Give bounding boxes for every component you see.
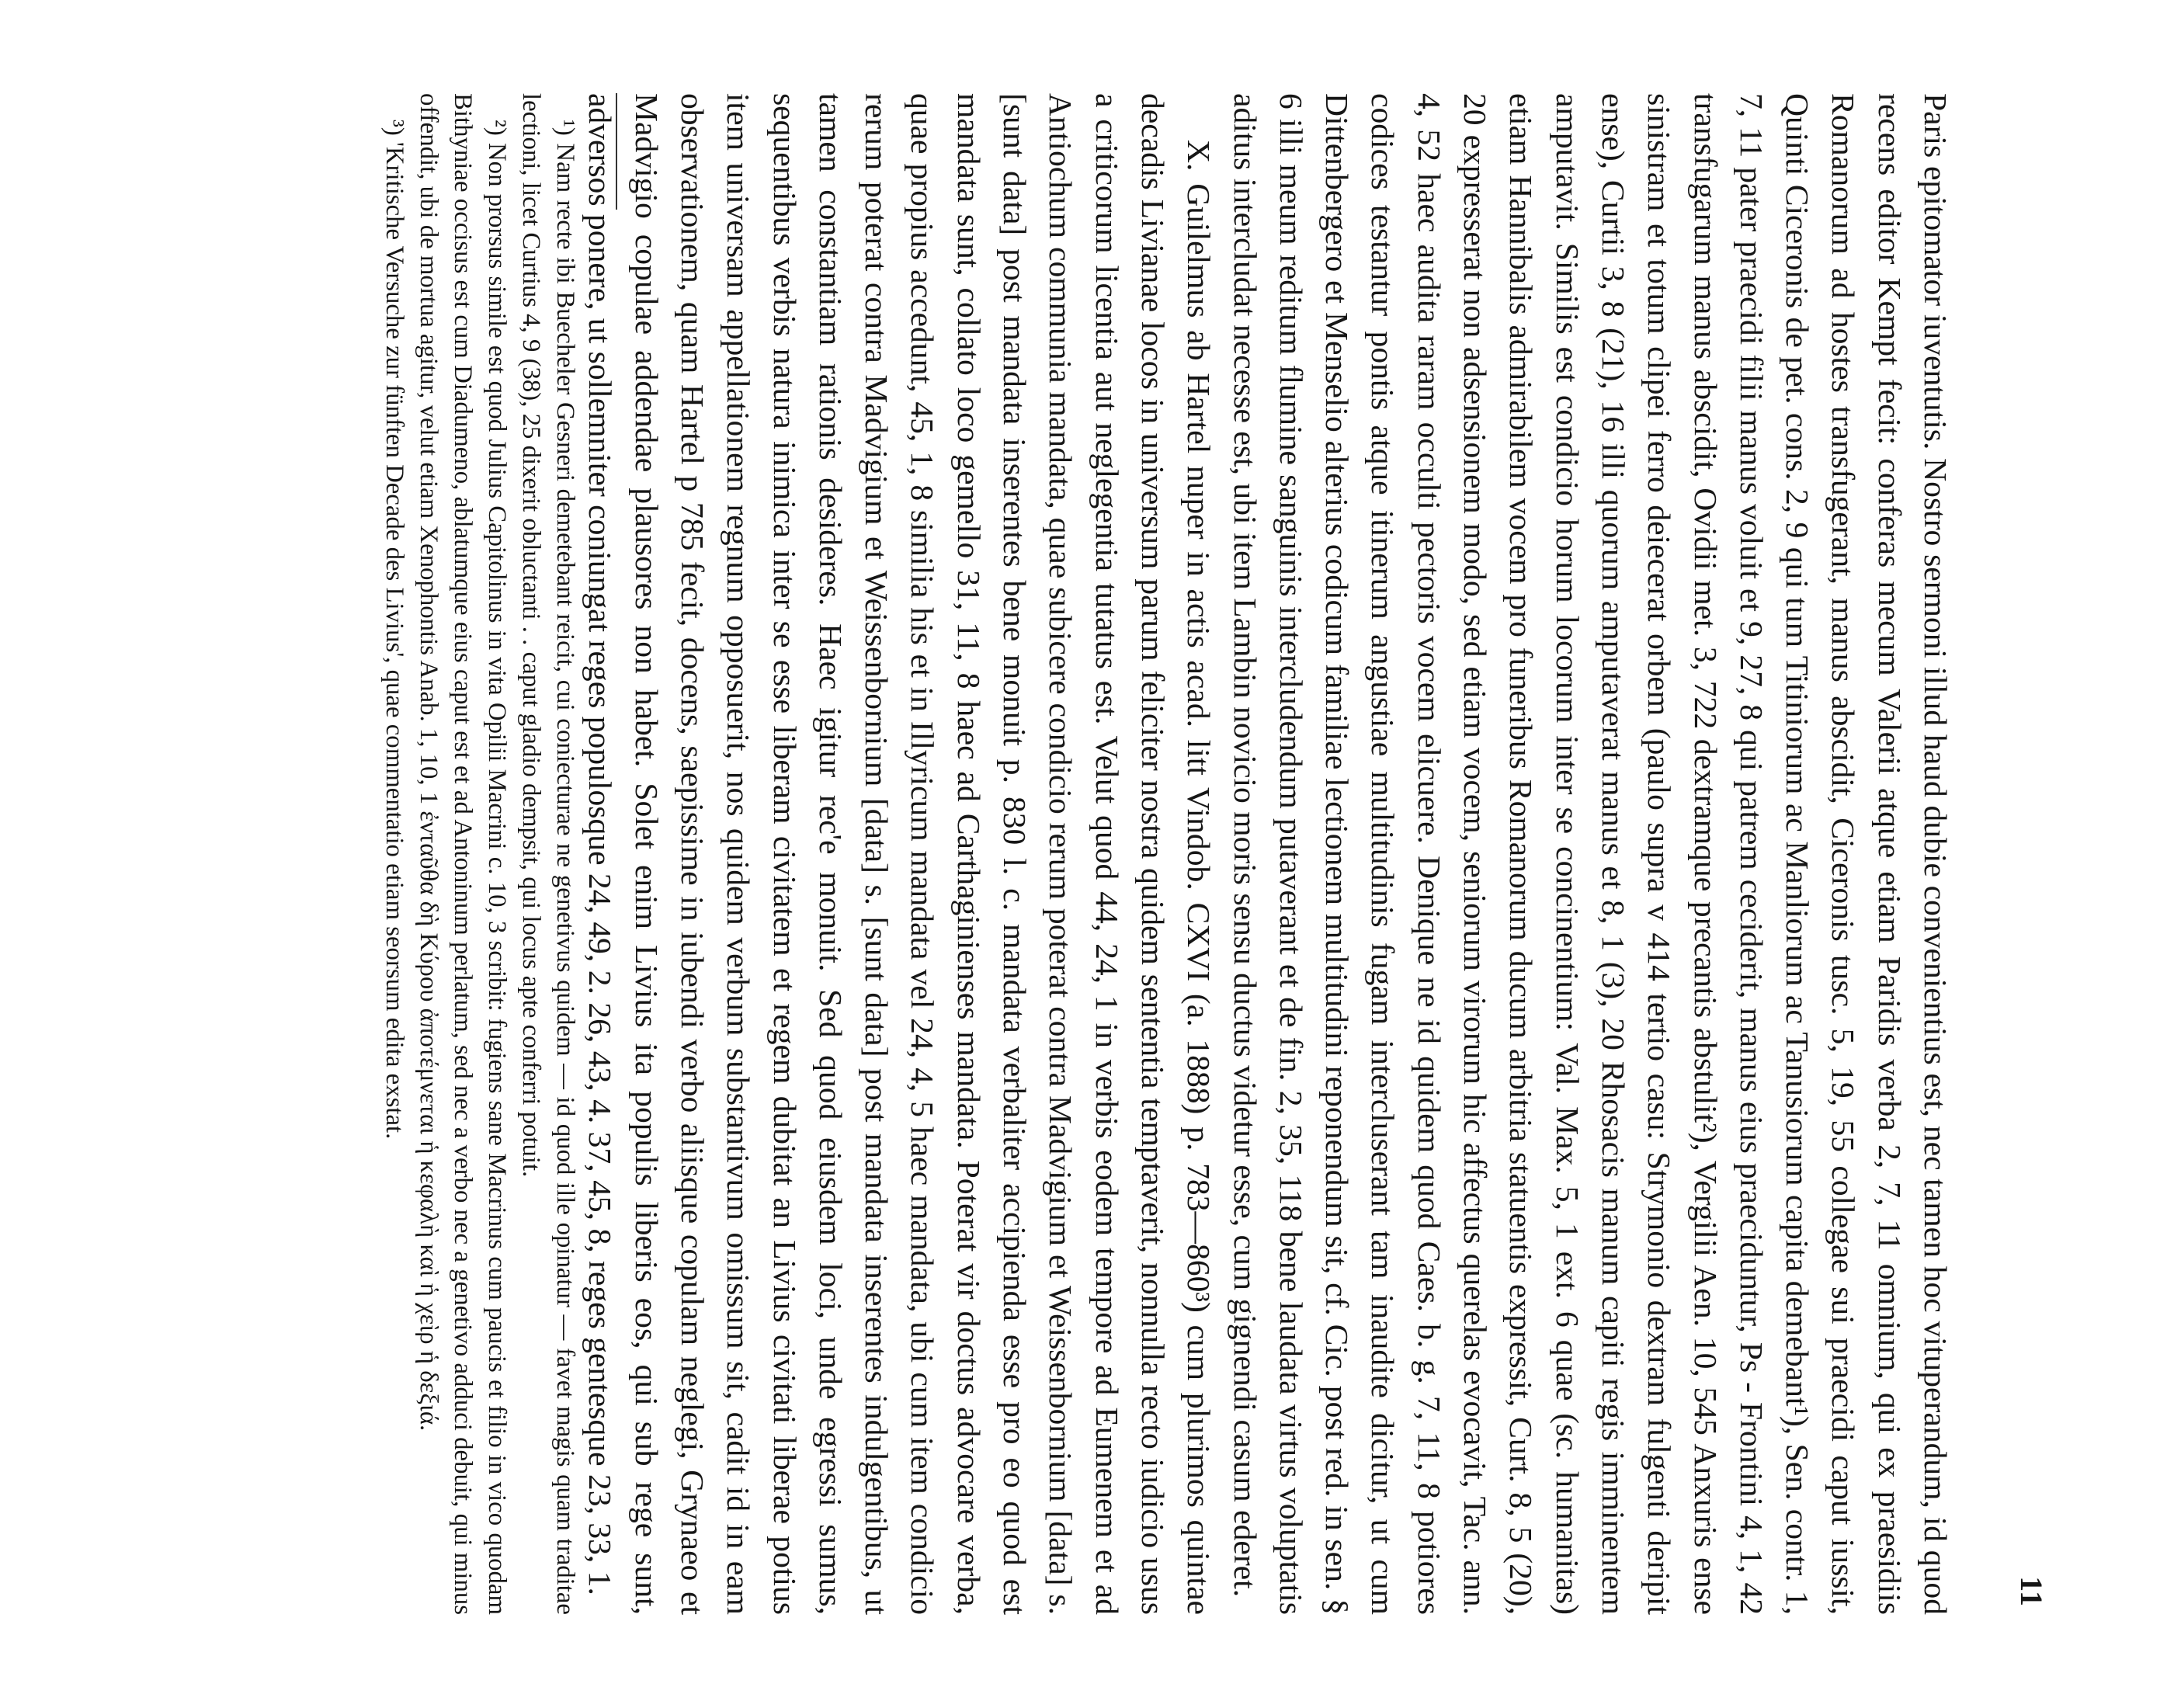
page-number: 11 <box>2014 1576 2049 1607</box>
footnotes <box>377 93 582 1615</box>
rotated-text-block <box>124 93 2050 1615</box>
paragraph-2: X. Guilelmus ab Hartel nuper in actis acad. litt Vindob. CXVI (a. 1888) p. 783—860³) cum plurimos quintae decadis Livianae locos in universum parum feliciter nostra quidem sententia temptaverit, nonnulla recto iudicio usus a criticorum licentia aut neglegentia tutatus est. Velut quod 44, 24, 1 in verbis eodem tempore ad Eumenem et ad Antiochum communia mandata, quae subicere condicio rerum poterat contra Madvigium et Weissenbornium [data] s. [sunt data] post mandata inserentes bene monuit p. 830 l. c. mandata verbaliter accipienda esse pro eo quod est mandata sunt, collato loco gemello 31, 11, 8 haec ad Carthaginienses mandata. Poterat vir doctus advocare verba, quae propius accedunt, 45, 1, 8 similia his et in Illyricum mandata vel 24, 4, 5 haec mandata, ubi cum item condicio rerum poterat contra Madvigium et Weissenbornium [data] s. [sunt data] post mandata inserentes indulgentibus, ut tamen constantiam rationis desideres. Haec igitur rec'e monuit. Sed quod eiusdem loci, unde egressi sumus, sequentibus verbis natura inimica inter se esse liberam civitatem et regem dubitat an Livius civitati liberae potius item universam appellationem regnum opposuerit, nos quidem verbum substantivum omissum sit, cadit id in eam observationem, quam Hartel p 785 fecit, docens, saepissime in iubendi verbo aliisque copulam neglegi, Grynaeo et Madvigio copulae addendae plausores non habet. Solet enim Livius ita populis liberis eos, qui sub rege sunt, adversos ponere, ut sollemniter coniungat reges populosque 24, 49, 2. 26, 43, 4. 37, 45, 8, reges gentesque 23, 33, 1. <box>582 93 1217 1615</box>
main-text <box>577 93 1958 1615</box>
footnote-2: ²) Non prorsus simile est quod Julius Capitolinus in vita Opilii Macrini c. 10, 3 scribit: fugiens sane Macrinus cum paucis et filio in vico quodam Bithyniae occisus est cum Diadumeno, ablatumque eius caput est et ad Antoninum perlatum, sed nec a verbo nec a genetivo adduci debuit, qui minus offendit, ubi de mortua agitur, velut etiam Xenophontis Anab. 1, 10, 1 ἐνταῦθα δὴ Κύρου ἀποτέμνεται ἡ κεφαλὴ καὶ ἡ χεὶρ ἡ δεξιά. <box>415 93 511 1615</box>
footnote-separator <box>616 93 617 210</box>
paragraph-1: Paris epitomator iuventutis. Nostro sermoni illud haud dubie convenientius est, nec tamen hoc vituperandum, id quod recens editor Kempt fecit: conferas mecum Valerii atque etiam Paridis verba 2, 7, 11 omnium, qui ex praesidiis Romanorum ad hostes transfugerant, manus abscidit, Ciceronis tusc. 5, 19, 55 collegae sui praecidi caput iussit, Quinti Ciceronis de pet. cons. 2, 9 qui tum Titiniorum ac Manliorum ac Tanusiorum capita demebant¹), Sen. contr. 1, 7, 11 pater praecidi filii manus voluit et 9, 27, 8 qui patrem ceciderit, manus eius praeciduntur, Ps - Frontini 4, 1, 42 transfugarum manus abscidit, Ovidii met. 3, 722 dextramque precantis abstulit²), Vergilii Aen. 10, 545 Anxuris ense sinistram et totum clipei ferro deiecerat orbem (paulo supra v 414 tertio casu: Strymonio dextram fulgenti deripit ense), Curtii 3, 8 (21), 16 illi quorum amputaverat manus et 8, 1 (3), 20 Rhosacis manum capiti regis imminentem amputavit. Similis est condicio horum locorum inter se concinentium: Val. Max. 5, 1 ext. 6 quae (sc. humanitas) etiam Hannibalis admirabilem vocem pro funeribus Romanorum ducum arbitria statuentis expressit, Curt. 8, 5 (20), 20 expresserat non adsensionem modo, sed etiam vocem, seniorum virorum hic affectus querelas evocavit, Tac. ann. 4, 52 haec audita raram occulti pectoris vocem elicuere. Denique ne id quidem quod Caes. b. g. 7, 11, 8 potiores codices testantur pontis atque itinerum angustiae multitudinis fugam intercluserant tam inaudite dicitur, ut cum Dittenbergero et Menselio alterius codicum familiae lectionem multitudini reponendum sit, cf. Cic. post red. in sen. § 6 illi meum reditum flumine sanguinis intercludendum putaverant et de fin. 2, 35, 118 bene laudata virtus voluptatis aditus intercludat necesse est, ubi item Lambin novicio moris sensu ductus videtur esse, cum gignendi casum ederet. <box>1227 93 1953 1615</box>
footnote-3: ³) 'Kritische Versuche zur fünften Decade des Livius', quae commentatio etiam seorsum edita exstat. <box>380 120 408 1140</box>
footnote-1: ¹) Nam recte ibi Buecheler Gesneri demetebant reicit, cui coniecturae ne genetivus quidem — id quod ille opinatur — favet magis quam traditae lectioni, licet Curtius 4, 9 (38), 25 dixerit obluctanti . . caput gladio dempsit, qui locus apte conferri potuit. <box>517 93 579 1615</box>
